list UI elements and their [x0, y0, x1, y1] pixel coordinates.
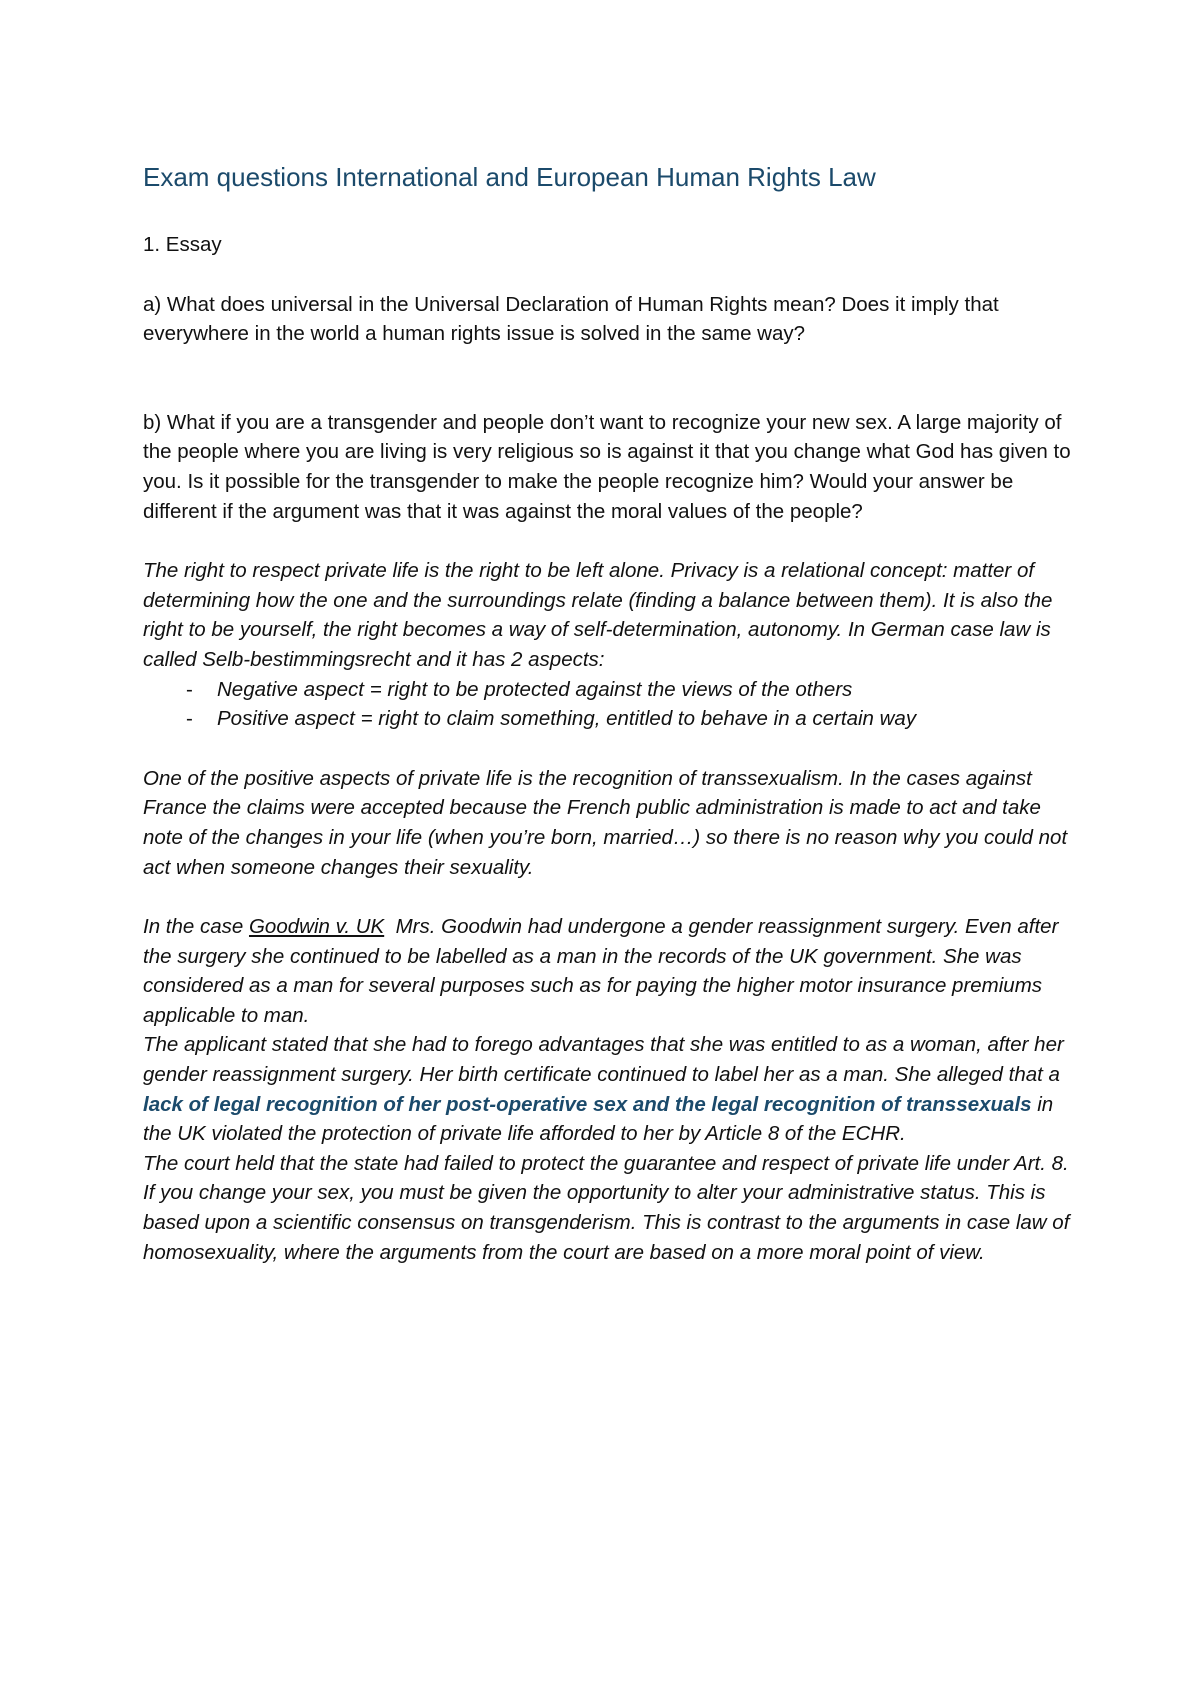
goodwin-intro-prefix: In the case: [143, 915, 249, 939]
section-heading: 1. Essay: [143, 233, 222, 256]
list-item-text: Negative aspect = right to be protected against the views of the others: [217, 677, 853, 701]
list-dash: -: [186, 677, 193, 701]
document-body: [143, 160, 1083, 1267]
list-item-text: Positive aspect = right to claim something, entitled to behave in a certain way: [217, 707, 917, 731]
goodwin-case-paragraph: [143, 912, 1083, 1030]
answer-transsexualism-paragraph: One of the positive aspects of private life is the recognition of transsexualism. In the cases against France the claims were accepted because the French public administration is made to act and take note of the changes in your life (when you’re born, married…) so there is no reason why you could not act when someone changes their sexuality.: [143, 766, 1068, 879]
aspects-list: [143, 675, 1083, 734]
answer-privacy-paragraph: The right to respect private life is the right to be left alone. Privacy is a relational concept: matter of determining how the one and the surroundings relate (finding a balance between them). It is also the right to be yourself, the right becomes a way of self-determination, autonomy. In German case law is called Selb-bestimmingsrecht and it has 2 aspects:: [143, 559, 1053, 671]
question-b: b) What if you are a transgender and people don’t want to recognize your new sex. A large majority of the people where you are living is very religious so is against it that you change what God has given to you. Is it possible for the transgender to make the people recognize him? Would your answer be different if the argument was that it was against the moral values of the people?: [143, 410, 1071, 523]
document-title: Exam questions International and European Human Rights Law: [143, 162, 876, 192]
applicant-prefix: The applicant stated that she had to forego advantages that she was entitled to as a woman, after her gender reassignment surgery. Her birth certificate continued to label her as a man. She alleged that a: [143, 1033, 1064, 1087]
list-item: [143, 675, 1083, 705]
question-a: a) What does universal in the Universal Declaration of Human Rights mean? Does it imply that everywhere in the world a human rights issue is solved in the same way?: [143, 292, 999, 346]
case-name-link: Goodwin v. UK: [248, 915, 385, 939]
applicant-suffix: in the UK violated the protection of private life afforded to her by Article 8 of the ECHR.: [143, 1092, 1054, 1146]
list-dash: -: [186, 707, 193, 731]
applicant-emphasis: lack of legal recognition of her post-operative sex and the legal recognition of transsexuals: [143, 1092, 1032, 1116]
goodwin-court-paragraph: The court held that the state had failed to protect the guarantee and respect of private life under Art. 8. If you change your sex, you must be given the opportunity to alter your administrative status. This is based upon a scientific consensus on transgenderism. This is contrast to the arguments in case law of homosexuality, where the arguments from the court are based on a more moral point of view.: [143, 1151, 1070, 1264]
goodwin-applicant-paragraph: [143, 1030, 1083, 1148]
goodwin-intro-suffix: Mrs. Goodwin had undergone a gender reassignment surgery. Even after the surgery she continued to be labelled as a man in the records of the UK government. She was considered as a man for several purposes such as for paying the higher motor insurance premiums applicable to man.: [143, 915, 1065, 1027]
list-item: [143, 704, 1083, 734]
